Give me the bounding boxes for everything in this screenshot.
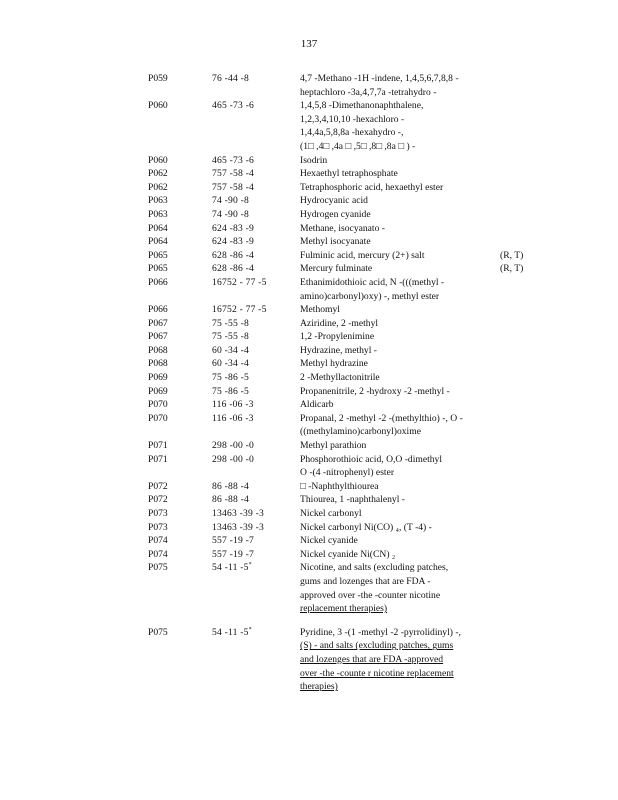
substance-name xyxy=(300,222,496,236)
cas-number: 116 -06 -3 xyxy=(212,412,254,424)
cas-number: 75 -86 -5 xyxy=(212,385,249,397)
cas-number: 298 -00 -0 xyxy=(212,453,254,465)
table-row xyxy=(148,357,588,371)
substance-name-line: Tetraphosphoric acid, hexaethyl ester xyxy=(300,181,444,193)
substance-name-line: gums and lozenges that are FDA - xyxy=(300,575,431,587)
substance-name-line: 1,4,4a,5,8,8a -hexahydro -, xyxy=(300,127,404,139)
substance-name-line: amino)carbonyl)oxy) -, methyl ester xyxy=(300,290,440,302)
substance-name xyxy=(300,548,496,562)
substance-name xyxy=(300,235,496,249)
substance-name xyxy=(300,344,496,358)
table-row xyxy=(148,480,588,494)
substance-name-line: (1□ ,4□ ,4a □ ,5□ ,8□ ,8a □ ) - xyxy=(300,140,416,152)
substance-name-line: Methyl parathion xyxy=(300,440,367,452)
substance-name-line: 1,2,3,4,10,10 -hexachloro - xyxy=(300,113,405,125)
hazardous-waste-code: P063 xyxy=(148,208,168,220)
table-row xyxy=(148,249,588,263)
substance-name xyxy=(300,453,496,480)
hazardous-waste-code: P070 xyxy=(148,399,168,411)
substance-name-line: Methane, isocyanato - xyxy=(300,222,385,234)
substance-name xyxy=(300,194,496,208)
substance-name-line: Aldicarb xyxy=(300,399,334,411)
table-row xyxy=(148,330,588,344)
hazardous-waste-code: P072 xyxy=(148,494,168,506)
hazardous-waste-code: P075 xyxy=(148,626,168,638)
substance-name xyxy=(300,439,496,453)
cas-footnote-mark: * xyxy=(248,562,252,569)
cas-footnote-mark: * xyxy=(248,626,252,633)
hazardous-waste-code: P065 xyxy=(148,249,168,261)
substance-name-line: Nickel carbonyl xyxy=(300,508,362,519)
cas-number: 557 -19 -7 xyxy=(212,535,254,547)
substance-name xyxy=(300,303,496,317)
substance-name-line: Fulminic acid, mercury (2+) salt xyxy=(300,249,425,261)
table-row xyxy=(148,453,588,480)
cas-number: 16752 - 77 -5 xyxy=(212,304,267,316)
table-row xyxy=(148,548,588,562)
substance-name-line: Hydrazine, methyl - xyxy=(300,344,377,356)
hazard-code: (R, T) xyxy=(500,263,524,275)
substance-name-line: Methyl isocyanate xyxy=(300,236,371,248)
page-number: 137 xyxy=(300,38,318,50)
cas-number: 74 -90 -8 xyxy=(212,208,249,220)
cas-number: 465 -73 -6 xyxy=(212,100,254,112)
table-row xyxy=(148,99,588,153)
substance-name-line: 2 -Methyllactonitrile xyxy=(300,372,380,384)
table-row xyxy=(148,534,588,548)
substance-name xyxy=(300,534,496,548)
substance-name-line: Mercury fulminate xyxy=(300,263,373,275)
cas-number: 75 -55 -8 xyxy=(212,331,249,343)
table-row xyxy=(148,521,588,535)
cas-number: 116 -06 -3 xyxy=(212,399,254,411)
hazardous-waste-code: P060 xyxy=(148,154,168,166)
table-row xyxy=(148,385,588,399)
substance-name xyxy=(300,480,496,494)
substance-name xyxy=(300,357,496,371)
substance-name xyxy=(300,561,496,615)
substance-name-line: Nickel cyanide xyxy=(300,535,358,547)
table-row xyxy=(148,194,588,208)
table-row xyxy=(148,317,588,331)
hazardous-waste-code: P067 xyxy=(148,317,168,329)
table-row xyxy=(148,276,588,303)
substance-name-line: 1,2 -Propylenimine xyxy=(300,331,375,343)
hazardous-waste-code: P065 xyxy=(148,263,168,275)
hazardous-waste-code: P073 xyxy=(148,521,168,533)
table-row xyxy=(148,561,588,615)
substance-name-line: Aziridine, 2 -methyl xyxy=(300,317,379,329)
cas-number: 757 -58 -4 xyxy=(212,181,254,193)
substance-name-line: Hydrocyanic acid xyxy=(300,195,368,207)
substance-name xyxy=(300,154,496,168)
substance-name-line: Propanal, 2 -methyl -2 -(methylthio) -, O - xyxy=(300,412,463,424)
table-row xyxy=(148,507,588,521)
substance-name xyxy=(300,317,496,331)
substance-name-line: approved over -the -counter nicotine xyxy=(300,589,441,601)
substance-name-line: heptachloro -3a,4,7,7a -tetrahydro - xyxy=(300,86,437,98)
hazardous-waste-code: P066 xyxy=(148,304,168,316)
table-row xyxy=(148,235,588,249)
table-row xyxy=(148,493,588,507)
cas-number: 75 -86 -5 xyxy=(212,372,249,384)
cas-number: 54 -11 -5* xyxy=(212,562,252,574)
cas-number: 557 -19 -7 xyxy=(212,548,254,560)
substance-name xyxy=(300,507,496,521)
cas-number: 75 -55 -8 xyxy=(212,317,249,329)
cas-number: 16752 - 77 -5 xyxy=(212,276,267,288)
substance-name xyxy=(300,330,496,344)
cas-number: 465 -73 -6 xyxy=(212,154,254,166)
substance-name-line: Pyridine, 3 -(1 -methyl -2 -pyrrolidinyl) -, xyxy=(300,626,461,638)
substance-name xyxy=(300,521,496,535)
cas-number: 13463 -39 -3 xyxy=(212,521,264,533)
cas-number: 298 -00 -0 xyxy=(212,440,254,452)
substance-name xyxy=(300,385,496,399)
substance-name xyxy=(300,208,496,222)
substance-name xyxy=(300,276,496,303)
substance-name-line: (S) - and salts (excluding patches, gums xyxy=(300,640,454,652)
table-row xyxy=(148,439,588,453)
hazardous-waste-code: P067 xyxy=(148,331,168,343)
substance-name-line: □ -Naphthylthiourea xyxy=(300,480,379,492)
substance-name xyxy=(300,626,496,694)
table-row xyxy=(148,303,588,317)
cas-number: 74 -90 -8 xyxy=(212,195,249,207)
cas-number: 757 -58 -4 xyxy=(212,168,254,180)
table-row xyxy=(148,154,588,168)
substance-name xyxy=(300,262,496,276)
substance-name-line: Nickel carbonyl Ni(CO) ₄, (T -4) - xyxy=(300,521,432,533)
substance-name-line: Methyl hydrazine xyxy=(300,358,368,370)
hazardous-waste-code: P069 xyxy=(148,372,168,384)
substance-name-line: Methomyl xyxy=(300,304,340,316)
cas-number: 86 -88 -4 xyxy=(212,480,249,492)
substance-name-line: replacement therapies) xyxy=(300,603,388,615)
substance-name xyxy=(300,181,496,195)
substance-name xyxy=(300,412,496,439)
hazardous-waste-code: P068 xyxy=(148,344,168,356)
cas-number: 76 -44 -8 xyxy=(212,73,249,84)
substance-name xyxy=(300,493,496,507)
table-row xyxy=(148,412,588,439)
hazardous-waste-code: P070 xyxy=(148,412,168,424)
hazardous-waste-code: P064 xyxy=(148,236,168,248)
substance-name xyxy=(300,371,496,385)
substance-name xyxy=(300,72,496,99)
table-row xyxy=(148,72,588,99)
substance-name-line: Phosphorothioic acid, O,O -dimethyl xyxy=(300,453,443,465)
substance-name-line: Hydrogen cyanide xyxy=(300,208,371,220)
substance-name-line: ((methylamino)carbonyl)oxime xyxy=(300,426,421,438)
cas-number: 628 -86 -4 xyxy=(212,249,254,261)
hazardous-waste-code: P073 xyxy=(148,508,168,519)
hazardous-waste-code: P060 xyxy=(148,100,168,112)
substance-name-line: over -the -counte r nicotine replacement xyxy=(300,667,454,679)
table-row xyxy=(148,371,588,385)
substance-name-line: Hexaethyl tetraphosphate xyxy=(300,168,398,180)
hazardous-waste-code: P063 xyxy=(148,195,168,207)
table-row xyxy=(148,626,588,694)
substance-name-line: Propanenitrile, 2 -hydroxy -2 -methyl - xyxy=(300,385,450,397)
table-row xyxy=(148,398,588,412)
substance-name-line: Isodrin xyxy=(300,154,328,166)
substance-name xyxy=(300,99,496,153)
table-row xyxy=(148,181,588,195)
cas-number: 624 -83 -9 xyxy=(212,222,254,234)
table-row xyxy=(148,344,588,358)
table-row xyxy=(148,262,588,276)
cas-number: 60 -34 -4 xyxy=(212,358,249,370)
hazardous-waste-code: P075 xyxy=(148,562,168,574)
hazardous-waste-code: P062 xyxy=(148,168,168,180)
hazardous-waste-code: P071 xyxy=(148,453,168,465)
substance-name xyxy=(300,167,496,181)
hazardous-waste-code: P074 xyxy=(148,548,168,560)
table-row xyxy=(148,208,588,222)
hazardous-waste-code: P064 xyxy=(148,222,168,234)
substance-name-line: Nicotine, and salts (excluding patches, xyxy=(300,562,449,574)
hazard-code: (R, T) xyxy=(500,249,524,261)
hazardous-waste-code: P066 xyxy=(148,276,168,288)
cas-number: 628 -86 -4 xyxy=(212,263,254,275)
substance-name-line: and lozenges that are FDA -approved xyxy=(300,653,444,665)
hazardous-waste-code: P072 xyxy=(148,480,168,492)
cas-number: 54 -11 -5* xyxy=(212,626,252,638)
substance-name xyxy=(300,249,496,263)
hazardous-waste-code: P074 xyxy=(148,535,168,547)
table-row xyxy=(148,222,588,236)
substance-name xyxy=(300,398,496,412)
substance-name-line: Nickel cyanide Ni(CN) ₂ xyxy=(300,548,396,560)
cas-number: 624 -83 -9 xyxy=(212,236,254,248)
hazardous-waste-code: P059 xyxy=(148,73,168,84)
cas-number: 13463 -39 -3 xyxy=(212,508,264,519)
substance-name-line: 4,7 -Methano -1H -indene, 1,4,5,6,7,8,8 - xyxy=(300,73,459,84)
cas-number: 60 -34 -4 xyxy=(212,344,249,356)
substance-name-line: O -(4 -nitrophenyl) ester xyxy=(300,467,395,479)
cas-number: 86 -88 -4 xyxy=(212,494,249,506)
hazardous-waste-code: P068 xyxy=(148,358,168,370)
waste-code-table xyxy=(148,72,588,694)
substance-name-line: Thiourea, 1 -naphthalenyl - xyxy=(300,494,405,506)
hazardous-waste-code: P071 xyxy=(148,440,168,452)
substance-name-line: Ethanimidothioic acid, N -(((methyl - xyxy=(300,276,445,288)
substance-name-line: therapies) xyxy=(300,681,338,693)
table-row xyxy=(148,167,588,181)
hazardous-waste-code: P069 xyxy=(148,385,168,397)
substance-name-line: 1,4,5,8 -Dimethanonaphthalene, xyxy=(300,100,424,112)
hazardous-waste-code: P062 xyxy=(148,181,168,193)
